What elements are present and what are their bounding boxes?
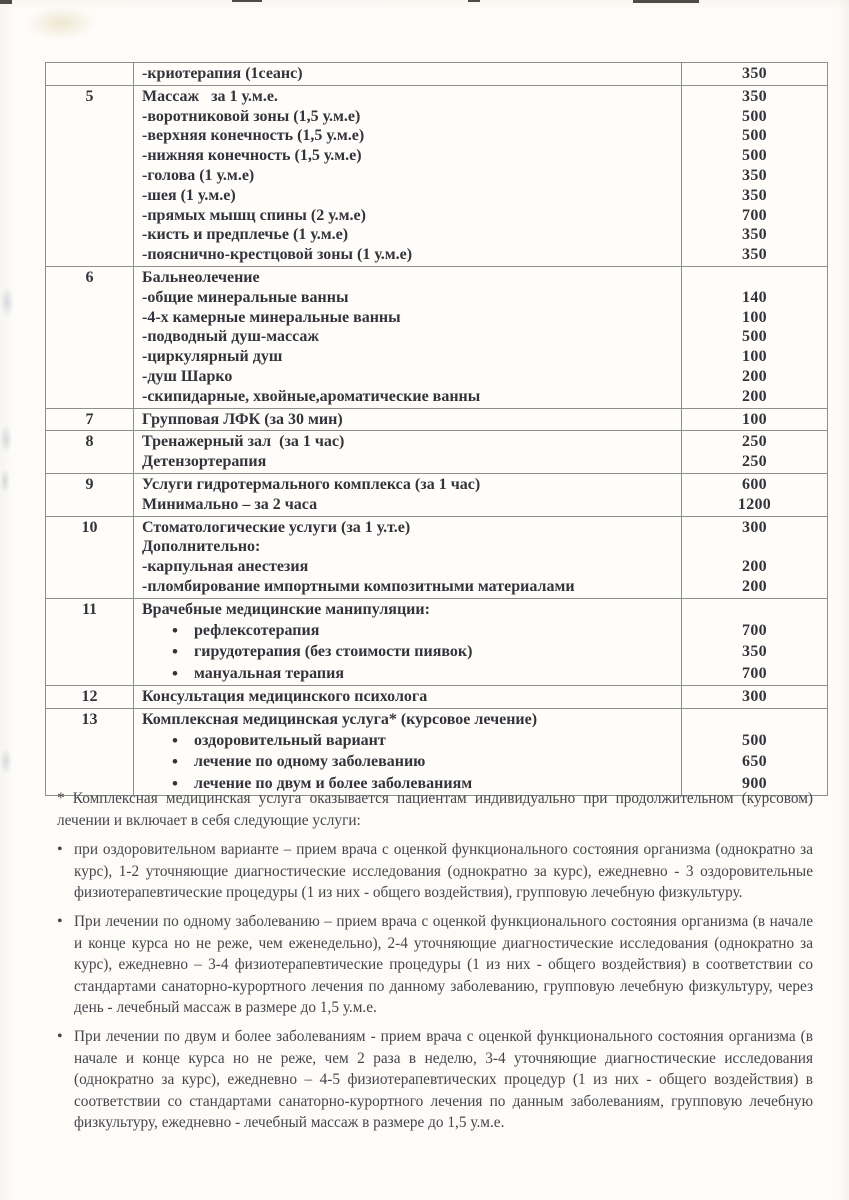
- price-value: [682, 710, 827, 730]
- price-value: 350: [742, 643, 767, 661]
- price-value: 700: [742, 206, 767, 224]
- row-number: 5: [46, 86, 134, 266]
- price-value: 600: [742, 475, 767, 493]
- service-line: • оздоровительный вариант: [142, 730, 675, 752]
- price-cell: [681, 431, 827, 473]
- service-cell: [134, 63, 681, 85]
- service-line: -карпульная анестезия: [142, 558, 309, 576]
- service-line: -скипидарные, хвойные,ароматические ванны: [142, 387, 481, 405]
- service-cell: [134, 409, 681, 431]
- price-value: 500: [742, 107, 767, 125]
- price-value: 500: [742, 731, 767, 749]
- service-line: -нижняя конечность (1,5 у.м.е): [142, 147, 362, 165]
- service-line: Консультация медицинского психолога: [142, 688, 428, 706]
- price-value: 100: [742, 348, 767, 366]
- price-value: 200: [742, 367, 767, 385]
- table-row: [46, 516, 827, 598]
- table-row: [46, 63, 827, 85]
- footnote-list: [57, 839, 813, 1134]
- service-cell: [134, 686, 681, 708]
- service-line: Минимально – за 2 часа: [142, 495, 318, 513]
- price-value: 140: [742, 288, 767, 306]
- price-value: 350: [742, 186, 767, 204]
- service-line: -воротниковой зоны (1,5 у.м.е): [142, 107, 361, 125]
- price-cell: [681, 267, 827, 408]
- scan-smudge: [0, 468, 10, 494]
- price-cell: [681, 409, 827, 431]
- scan-smudge: [0, 424, 12, 454]
- price-value: 350: [742, 226, 767, 244]
- price-value: [682, 268, 827, 288]
- table-row: [46, 85, 827, 266]
- service-line: Комплексная медицинская услуга* (курсовое лечение): [142, 710, 538, 728]
- service-line: -кисть и предплечье (1 у.м.е): [142, 226, 349, 244]
- price-value: 300: [742, 518, 767, 536]
- table-row: [46, 598, 827, 685]
- row-number: 6: [46, 267, 134, 408]
- service-cell: [134, 267, 681, 408]
- price-value: 100: [742, 308, 767, 326]
- row-number: 11: [46, 599, 134, 685]
- price-cell: [681, 517, 827, 598]
- service-line: -4-х камерные минеральные ванны: [142, 308, 401, 326]
- service-line: • рефлексотерапия: [142, 620, 675, 642]
- price-value: 250: [742, 453, 767, 471]
- service-line: • лечение по одному заболеванию: [142, 751, 675, 773]
- price-value: 100: [742, 410, 767, 428]
- price-cell: [681, 599, 827, 685]
- price-value: [682, 537, 827, 557]
- scan-smudge: [26, 6, 96, 40]
- service-line: -пломбирование импортными композитными материалами: [142, 577, 575, 595]
- service-line: • лечение по двум и более заболеваниям: [142, 773, 675, 795]
- price-value: 350: [742, 65, 767, 82]
- table-row: [46, 430, 827, 473]
- service-line: -душ Шарко: [142, 367, 233, 385]
- service-line: -циркулярный душ: [142, 348, 283, 366]
- price-value: 350: [742, 166, 767, 184]
- service-cell: [134, 431, 681, 473]
- price-value: 500: [742, 328, 767, 346]
- service-line: -криотерапия (1сеанс): [142, 65, 303, 82]
- service-line: -шея (1 у.м.е): [142, 186, 236, 204]
- row-number: 7: [46, 409, 134, 431]
- price-value: 350: [742, 87, 767, 105]
- service-cell: [134, 86, 681, 266]
- table-row: [46, 408, 827, 431]
- table-row: [46, 473, 827, 516]
- price-table: [45, 62, 828, 796]
- service-cell: [134, 599, 681, 685]
- row-number: [46, 63, 134, 85]
- price-cell: [681, 63, 827, 85]
- scan-speck: [468, 0, 480, 2]
- price-value: 300: [742, 688, 767, 706]
- service-line: Тренажерный зал (за 1 час): [142, 433, 345, 451]
- price-value: 900: [742, 774, 767, 792]
- footnote-item: • При лечении по одному заболеванию – прием врача с оценкой функционального состояния организма (в начале и конце курса но не реже, чем еженедельно), 2-4 уточняющие диагностические исследования (однократно за курс), ежедневно – 3-4 физиотерапевтические процедуры (1 из них - общего воздействия) в соответствии со стандартами санаторно-курортного лечения по данному заболеванию, групповую лечебную физкультуру, через день - лечебный массаж в размере до 1,5 у.м.е.: [57, 911, 813, 1019]
- service-line: -подводный душ-массаж: [142, 328, 319, 346]
- service-line: • гирудотерапия (без стоимости пиявок): [142, 641, 675, 663]
- row-number: 13: [46, 709, 134, 795]
- footnote-intro: * Комплексная медицинская услуга оказывается пациентам индивидуально при продолжительном (курсовом) лечении и включает в себя следующие услуги:: [57, 790, 813, 829]
- table-row: [46, 708, 827, 795]
- price-value: 700: [742, 621, 767, 639]
- scan-smudge: [0, 748, 12, 774]
- price-cell: [681, 86, 827, 266]
- scan-speck: [633, 0, 699, 3]
- row-number: 12: [46, 686, 134, 708]
- price-value: 500: [742, 147, 767, 165]
- service-line: Дополнительно:: [142, 538, 261, 556]
- price-value: 200: [742, 387, 767, 405]
- service-line: -пояснично-крестцовой зоны (1 у.м.е): [142, 246, 413, 264]
- service-line: Врачебные медицинские манипуляции:: [142, 600, 430, 618]
- service-cell: [134, 709, 681, 795]
- service-line: Массаж за 1 у.м.е.: [142, 87, 278, 105]
- row-number: 10: [46, 517, 134, 598]
- service-line: Услуги гидротермального комплекса (за 1 час): [142, 475, 481, 493]
- service-line: Стоматологические услуги (за 1 у.т.е): [142, 518, 411, 536]
- price-cell: [681, 686, 827, 708]
- footnote-item: • При лечении по двум и более заболеваниям - прием врача с оценкой функционального состояния организма (в начале и конце курса но не реже, чем 2 раза в неделю, 3-4 уточняющие диагностические исследования (однократно за курс), ежедневно – 4-5 физиотерапевтических процедур (1 из них - общего воздействия) в соответствии со стандартами санаторно-курортного лечения по данным заболеваниям, групповую лечебную физкультуру, ежедневно - лечебный массаж в размере до 1,5 у.м.е.: [57, 1026, 813, 1134]
- scan-smudge: [0, 286, 14, 318]
- footnote: [57, 788, 813, 1141]
- service-line: • мануальная терапия: [142, 663, 675, 685]
- row-number: 8: [46, 431, 134, 473]
- service-line: Бальнеолечение: [142, 268, 260, 286]
- price-value: 650: [742, 753, 767, 771]
- service-line: -голова (1 у.м.е): [142, 166, 255, 184]
- row-number: 9: [46, 474, 134, 516]
- table-row: [46, 266, 827, 408]
- price-value: 200: [742, 577, 767, 595]
- service-cell: [134, 517, 681, 598]
- price-value: 700: [742, 664, 767, 682]
- scan-speck: [0, 0, 12, 4]
- price-cell: [681, 709, 827, 795]
- price-value: [682, 600, 827, 620]
- service-line: -прямых мышц спины (2 у.м.е): [142, 206, 366, 224]
- service-cell: [134, 474, 681, 516]
- price-value: 500: [742, 127, 767, 145]
- service-line: -верхняя конечность (1,5 у.м.е): [142, 127, 365, 145]
- price-cell: [681, 474, 827, 516]
- price-value: 1200: [737, 495, 772, 513]
- price-value: 200: [742, 558, 767, 576]
- footnote-item: • при оздоровительном варианте – прием врача с оценкой функционального состояния организма (однократно за курс), 1-2 уточняющие диагностические исследования (однократно за курс), ежедневно - 3 оздоровительные физиотерапевтические процедуры (1 из них - общего воздействия), групповую лечебную физкультуру.: [57, 839, 813, 904]
- price-value: 350: [742, 246, 767, 264]
- scan-speck: [232, 0, 262, 2]
- service-line: Групповая ЛФК (за 30 мин): [142, 410, 343, 428]
- service-line: Детензортерапия: [142, 453, 267, 471]
- price-value: 250: [742, 433, 767, 451]
- service-line: -общие минеральные ванны: [142, 288, 349, 306]
- table-row: [46, 685, 827, 708]
